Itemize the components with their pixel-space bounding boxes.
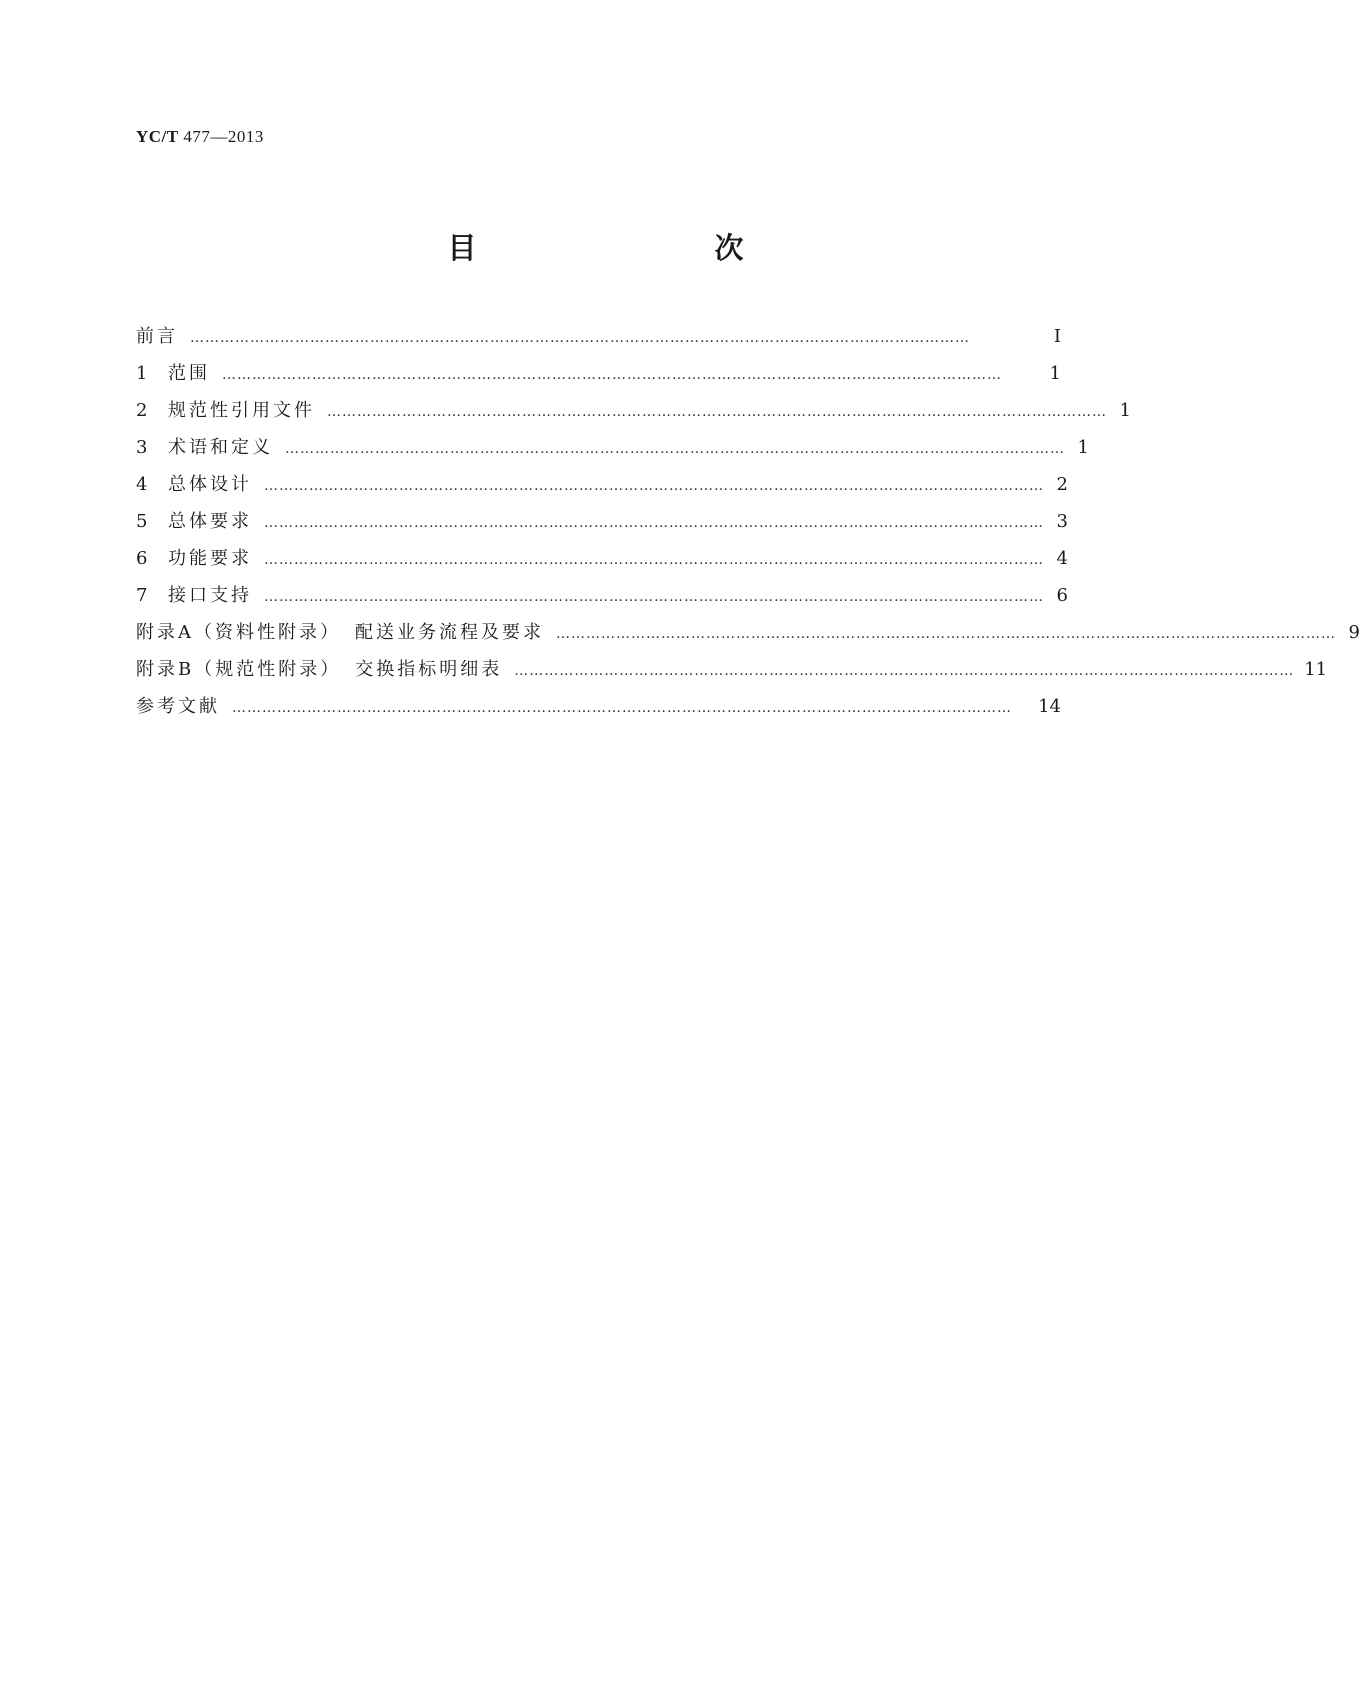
toc-entry-page: 2 <box>1056 474 1068 495</box>
toc-appendix-title: 配送业务流程及要求 <box>355 622 544 643</box>
toc-entry-label: 功能要求 <box>168 548 252 569</box>
toc-appendix-designation: 附录B（规范性附录） <box>136 659 342 680</box>
toc-entry-bibliography[interactable] <box>136 692 1061 729</box>
toc-leader-dots: ………………………………………………………………………………………………………………………………………… <box>264 478 1044 494</box>
toc-leader-dots: ………………………………………………………………………………………………………………………………………… <box>232 700 1012 716</box>
toc-entry-foreword[interactable] <box>136 322 1061 359</box>
toc-entry-label: 规范性引用文件 <box>168 400 315 421</box>
standard-code-prefix: YC/T <box>136 127 179 146</box>
toc-entry-label: 范围 <box>168 363 210 384</box>
toc-entry-number: 4 <box>136 474 148 495</box>
toc-leader-dots: ………………………………………………………………………………………………………………………………………… <box>190 330 970 346</box>
toc-entry-terms-definitions[interactable] <box>136 433 1089 470</box>
toc-leader-dots: ………………………………………………………………………………………………………………………………………… <box>222 367 1002 383</box>
toc-entry-overall-design[interactable] <box>136 470 1068 507</box>
toc-entry-number: 6 <box>136 548 148 569</box>
toc-entry-page: Ⅰ <box>1053 326 1061 347</box>
toc-leader-dots: ………………………………………………………………………………………………………………………………………… <box>264 552 1044 568</box>
toc-entry-label: 总体设计 <box>168 474 252 495</box>
toc-entry-label <box>136 655 502 681</box>
toc-leader-dots: ………………………………………………………………………………………………………………………………………… <box>264 515 1044 531</box>
toc-entry-label: 前言 <box>136 326 178 347</box>
toc-entry-page: 1 <box>1049 363 1061 384</box>
toc-entry-page: 4 <box>1056 548 1068 569</box>
toc-entry-overall-requirements[interactable] <box>136 507 1068 544</box>
toc-entry-page: 11 <box>1304 659 1328 680</box>
toc-entry-number: 3 <box>136 437 148 458</box>
toc-appendix-title: 交换指标明细表 <box>355 659 503 680</box>
toc-entry-scope[interactable] <box>136 359 1061 396</box>
page-title: 目 次 <box>447 231 804 265</box>
toc-entry-page: 6 <box>1056 585 1068 606</box>
toc-entry-number: 2 <box>136 400 148 421</box>
standard-code-header <box>136 127 264 147</box>
toc-entry-interface-support[interactable] <box>136 581 1068 618</box>
toc-entry-normative-references[interactable] <box>136 396 1131 433</box>
toc-leader-dots: ………………………………………………………………………………………………………………………………………… <box>285 441 1065 457</box>
toc-entry-label: 总体要求 <box>168 511 252 532</box>
standard-code-number: 477—2013 <box>183 127 264 146</box>
toc-entry-number: 5 <box>136 511 148 532</box>
toc-entry-page: 3 <box>1056 511 1068 532</box>
toc-entry-functional-requirements[interactable] <box>136 544 1068 581</box>
toc-entry-page: 14 <box>1038 696 1061 717</box>
toc-entry-label <box>136 618 544 644</box>
toc-entry-number: 7 <box>136 585 148 606</box>
toc-entry-label: 术语和定义 <box>168 437 273 458</box>
toc-entry-number: 1 <box>136 363 148 384</box>
toc-entry-page: 1 <box>1077 437 1089 458</box>
table-of-contents <box>136 322 1360 729</box>
toc-entry-page: 1 <box>1119 400 1131 421</box>
toc-entry-label: 参考文献 <box>136 696 220 717</box>
toc-entry-appendix-a[interactable] <box>136 618 1360 655</box>
toc-leader-dots: ………………………………………………………………………………………………………………………………………… <box>264 589 1044 605</box>
toc-leader-dots: ………………………………………………………………………………………………………………………………………… <box>556 626 1336 642</box>
toc-leader-dots: ………………………………………………………………………………………………………………………………………… <box>327 404 1107 420</box>
toc-entry-page: 9 <box>1348 622 1360 643</box>
toc-appendix-designation: 附录A（资料性附录） <box>136 622 341 643</box>
toc-entry-label: 接口支持 <box>168 585 252 606</box>
toc-leader-dots: ………………………………………………………………………………………………………………………………………… <box>514 663 1295 679</box>
toc-entry-appendix-b[interactable] <box>136 655 1328 692</box>
